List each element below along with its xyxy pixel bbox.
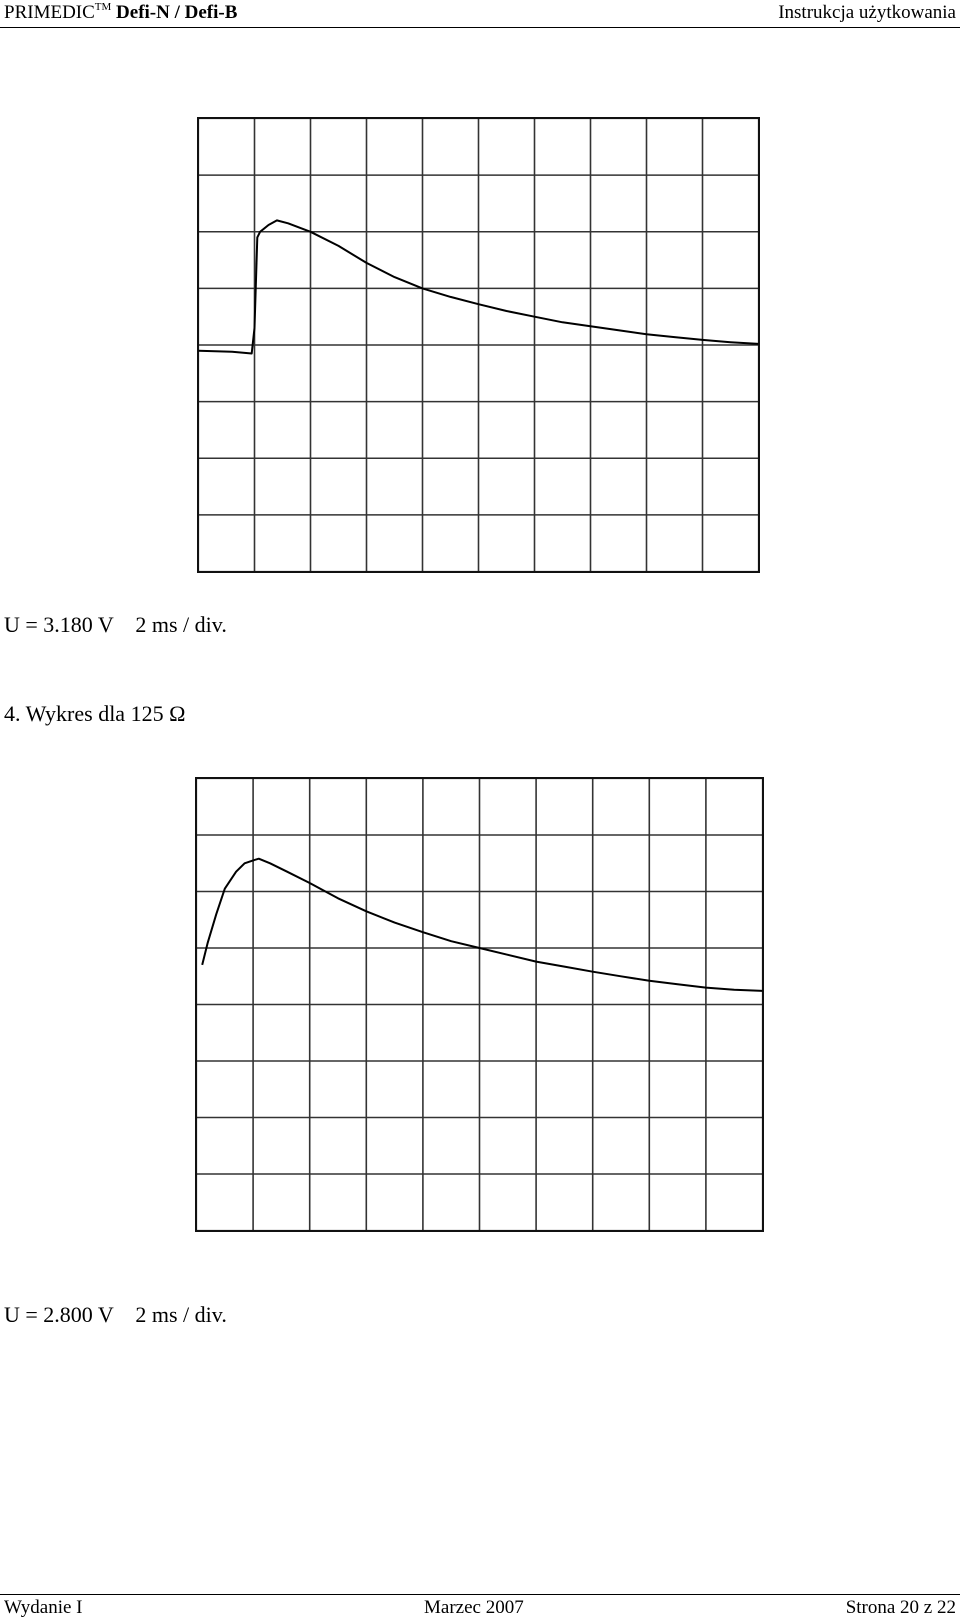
footer-page-number: Strona 20 z 22 [845,1597,956,1618]
chart-2-caption: U = 2.800 V 2 ms / div. [4,1302,227,1327]
header-trademark: TM [94,1,112,13]
oscilloscope-chart-1 [197,117,760,573]
page-footer [0,1594,960,1623]
header-doc-title: Instrukcja użytkowania [778,2,956,23]
page-header [0,0,960,28]
chart-1-caption: U = 3.180 V 2 ms / div. [4,612,227,637]
oscilloscope-svg-2 [195,777,764,1232]
oscilloscope-chart-2 [195,777,764,1232]
oscilloscope-svg-1 [197,117,760,573]
waveform-trace [202,859,762,991]
header-model: Defi-N / Defi-B [116,2,238,23]
header-product [4,0,237,25]
footer-edition: Wydanie I [4,1597,83,1618]
section-title: 4. Wykres dla 125 Ω [4,701,186,726]
header-brand: PRIMEDIC [4,2,95,23]
footer-date: Marzec 2007 [424,1597,524,1618]
